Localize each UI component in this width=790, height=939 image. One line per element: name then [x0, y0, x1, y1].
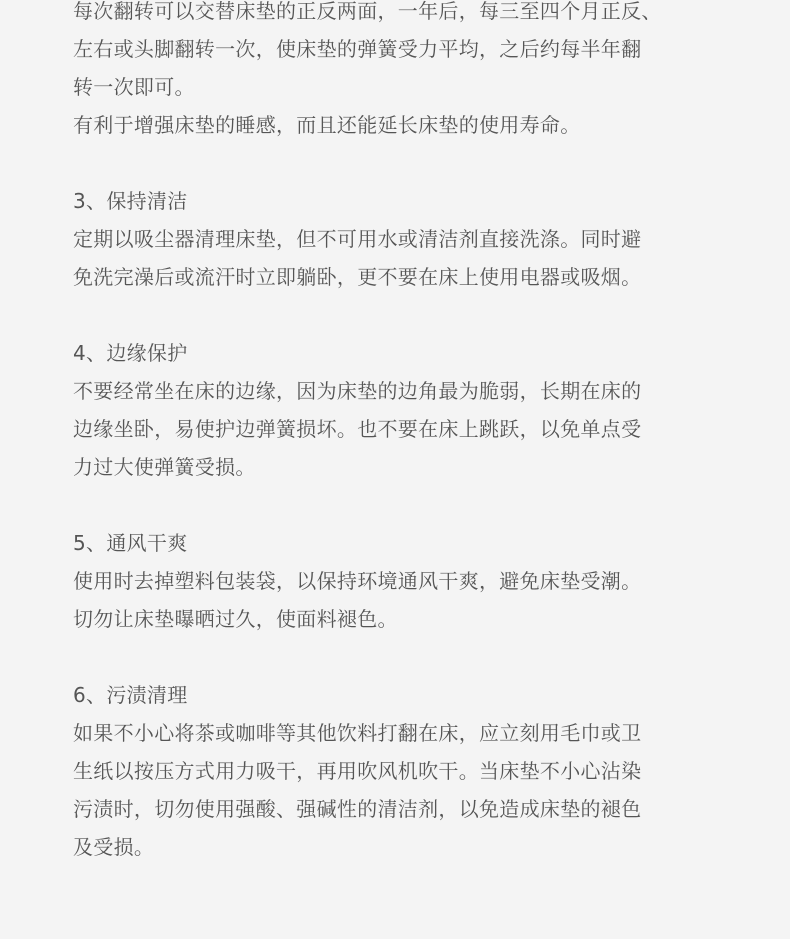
paragraph-line: 如果不小心将茶或咖啡等其他饮料打翻在床，应立刻用毛巾或卫: [73, 721, 642, 745]
section-heading: 5、通风干爽: [73, 531, 188, 555]
paragraph-line: 有利于增强床垫的睡感，而且还能延长床垫的使用寿命。: [73, 113, 581, 137]
section-stain-cleaning: [73, 676, 713, 866]
paragraph-line: 边缘坐卧，易使护边弹簧损坏。也不要在床上跳跃，以免单点受: [73, 417, 642, 441]
paragraph-line: 及受损。: [73, 835, 155, 859]
section-ventilation: [73, 524, 713, 638]
paragraph-line: 污渍时，切勿使用强酸、强碱性的清洁剂，以免造成床垫的褪色: [73, 797, 642, 821]
section-flipping: [73, 0, 713, 144]
section-keep-clean: [73, 182, 713, 296]
paragraph-line: 生纸以按压方式用力吸干，再用吹风机吹干。当床垫不小心沾染: [73, 759, 642, 783]
paragraph-line: 使用时去掉塑料包装袋，以保持环境通风干爽，避免床垫受潮。: [73, 569, 642, 593]
paragraph-line: 左右或头脚翻转一次，使床垫的弹簧受力平均，之后约每半年翻: [73, 37, 642, 61]
paragraph-line: 力过大使弹簧受损。: [73, 455, 256, 479]
paragraph-line: 转一次即可。: [73, 75, 195, 99]
paragraph-line: 每次翻转可以交替床垫的正反两面，一年后，每三至四个月正反、: [73, 0, 662, 23]
section-heading: 3、保持清洁: [73, 189, 188, 213]
section-edge-protection: [73, 334, 713, 486]
section-heading: 6、污渍清理: [73, 683, 188, 707]
paragraph-line: 不要经常坐在床的边缘，因为床垫的边角最为脆弱，长期在床的: [73, 379, 642, 403]
paragraph-line: 免洗完澡后或流汗时立即躺卧，更不要在床上使用电器或吸烟。: [73, 265, 642, 289]
section-heading: 4、边缘保护: [73, 341, 188, 365]
paragraph-line: 定期以吸尘器清理床垫，但不可用水或清洁剂直接洗涤。同时避: [73, 227, 642, 251]
paragraph-line: 切勿让床垫曝晒过久，使面料褪色。: [73, 607, 398, 631]
care-instructions-article: [73, 0, 713, 904]
